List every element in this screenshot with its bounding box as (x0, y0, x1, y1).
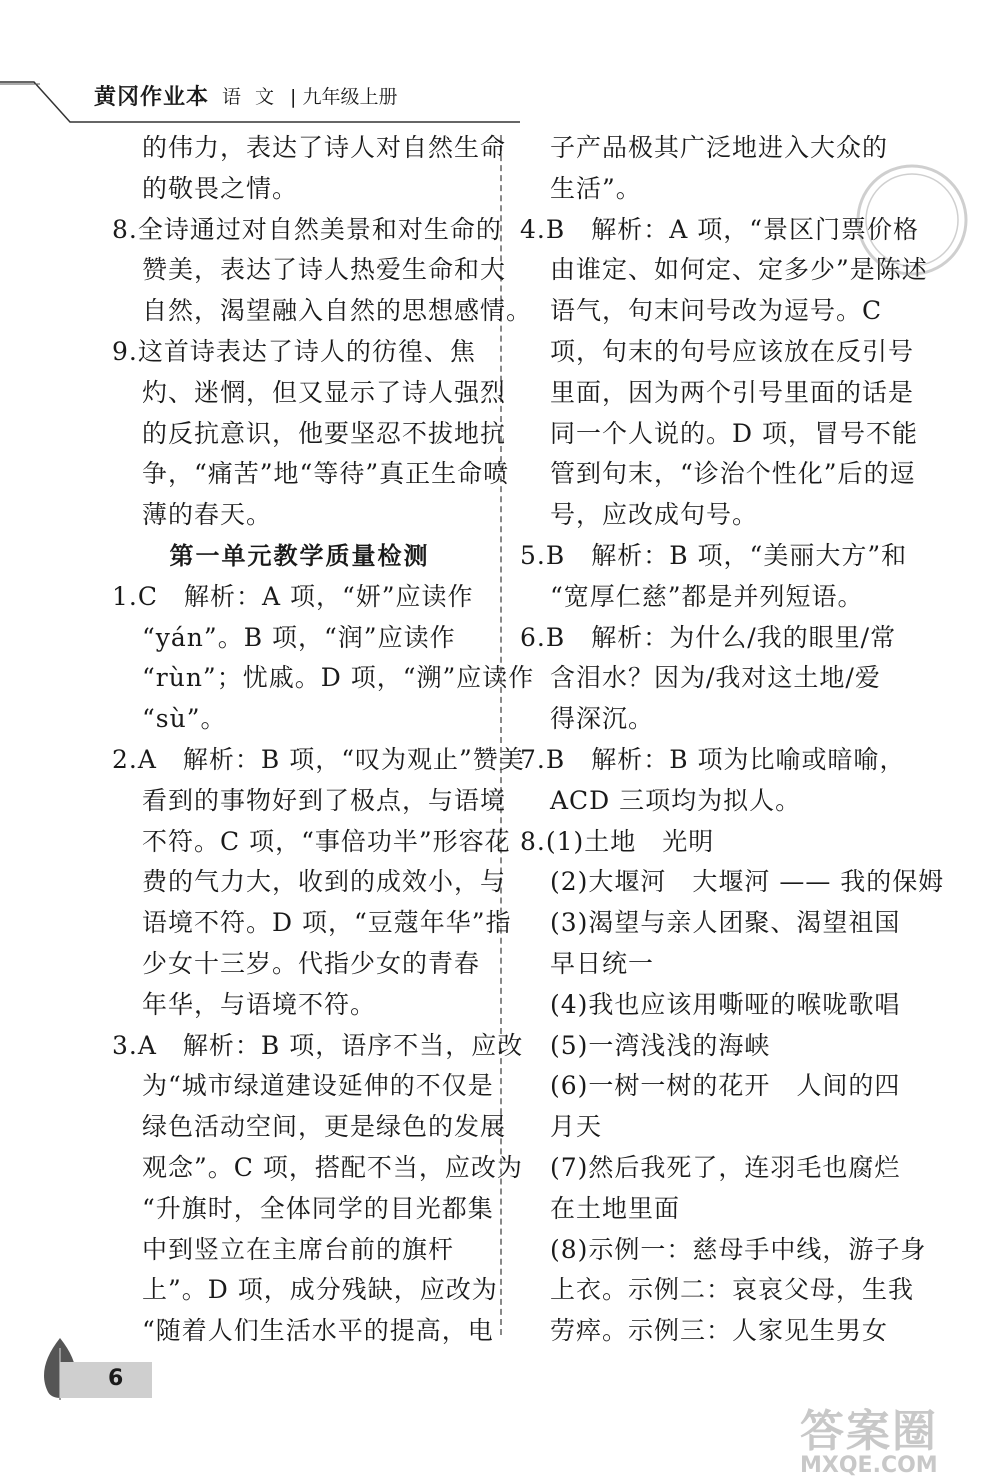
answer-line: 看到的事物好到了极点，与语境 (142, 785, 507, 815)
answer-line: (7)然后我死了，连羽毛也腐烂 (550, 1152, 901, 1182)
answer-line: (5)一湾浅浅的海峡 (550, 1030, 771, 1060)
answer-line: 争，“痛苦”地“等待”真正生命喷 (142, 459, 510, 489)
answer-line: 上衣。示例二：哀哀父母，生我 (550, 1275, 915, 1305)
answer-line: 上”。D 项，成分残缺，应改为 (142, 1275, 498, 1305)
answer-line: 为“城市绿道建设延伸的不仅是 (142, 1071, 494, 1101)
page-number-box (60, 1362, 152, 1398)
answer-line: (3)渴望与亲人团聚、渴望祖国 (550, 908, 901, 938)
answer-line: ACD 三项均为拟人。 (550, 785, 802, 815)
answer-line: 管到句末，“诊治个性化”后的逗 (550, 459, 916, 489)
answer-line: “rùn”；忧戚。D 项，“溯”应读作 (142, 663, 535, 693)
section-heading: 第一单元教学质量检测 (169, 541, 430, 570)
answer-line: (2)大堰河 大堰河 —— 我的保姆 (550, 867, 945, 897)
answer-line: 薄的春天。 (142, 500, 273, 530)
page-header (0, 70, 1000, 130)
answer-line: 得深沉。 (550, 704, 655, 734)
answer-line: 观念”。C 项，搭配不当，应改为 (142, 1152, 523, 1182)
site-watermark (800, 1395, 938, 1478)
answer-line: 中到竖立在主席台前的旗杆 (142, 1234, 455, 1264)
answer-line: 4.B 解析：A 项，“景区门票价格 (520, 214, 920, 244)
right-column (520, 128, 945, 1352)
answer-line: 自然，渴望融入自然的思想感情。 (142, 296, 533, 326)
answer-line: 劳瘁。示例三：人家见生男女 (550, 1316, 889, 1346)
answer-line: 早日统一 (550, 948, 655, 978)
answer-line: 少女十三岁。代指少女的青春 (142, 948, 481, 978)
answer-line: 的敬畏之情。 (142, 173, 299, 203)
grade-label: | 九年级上册 (290, 86, 398, 108)
book-title: 黄冈作业本 (94, 85, 210, 110)
answer-line: 月天 (550, 1112, 603, 1142)
answer-line: (6)一树一树的花开 人间的四 (550, 1071, 901, 1101)
answer-line: 1.C 解析：A 项，“妍”应读作 (112, 581, 474, 611)
answer-line: 项，句末的句号应该放在反引号 (550, 336, 915, 366)
answer-line: “sù”。 (142, 704, 227, 734)
answer-line: 含泪水？因为/我对这土地/爱 (550, 663, 881, 693)
answer-line: “yán”。B 项，“润”应读作 (142, 622, 456, 652)
answer-line: 费的气力大，收到的成效小，与 (142, 867, 507, 897)
answer-line: 由谁定、如何定、定多少”是陈述 (550, 255, 928, 285)
answer-line: 5.B 解析：B 项，“美丽大方”和 (520, 540, 908, 570)
answer-line: 3.A 解析：B 项，语序不当，应改 (112, 1030, 524, 1060)
answer-line: 8.全诗通过对自然美景和对生命的 (112, 214, 502, 244)
answer-line: 8.(1)土地 光明 (520, 826, 715, 856)
answer-line: 同一个人说的。D 项，冒号不能 (550, 418, 918, 448)
answer-line: (4)我也应该用嘶哑的喉咙歌唱 (550, 989, 901, 1019)
answer-line: 6.B 解析：为什么/我的眼里/常 (520, 622, 897, 652)
page-number: 6 (108, 1366, 124, 1391)
answer-line: 语气，句末问号改为逗号。C (550, 296, 883, 326)
answer-line: “宽厚仁慈”都是并列短语。 (550, 581, 864, 611)
site-watermark-logo: 答案圈 (800, 1406, 938, 1457)
answer-line: 生活”。 (550, 173, 642, 203)
answer-line: 的伟力，表达了诗人对自然生命 (142, 133, 507, 162)
stamp-watermark (852, 160, 972, 280)
answer-line: 赞美，表达了诗人热爱生命和大 (142, 255, 507, 285)
answer-line: 号，应改成句号。 (550, 500, 759, 530)
answer-line: 年华，与语境不符。 (142, 989, 377, 1019)
answer-line: 的反抗意识，他要坚忍不拔地抗 (142, 418, 507, 448)
answer-line: 9.这首诗表达了诗人的彷徨、焦 (112, 336, 476, 366)
answer-line: (8)示例一：慈母手中线，游子身 (550, 1234, 927, 1264)
answer-line: 灼、迷惘，但又显示了诗人强烈 (142, 377, 507, 407)
answer-line: 2.A 解析：B 项，“叹为观止”赞美 (112, 744, 525, 774)
answer-line: 绿色活动空间，更是绿色的发展 (142, 1112, 507, 1142)
site-watermark-url: MXQE.COM (800, 1453, 938, 1478)
answer-line: 语境不符。D 项，“豆蔻年华”指 (142, 908, 512, 938)
answer-line: 7.B 解析：B 项为比喻或暗喻， (520, 744, 906, 774)
answer-line: “随着人们生活水平的提高，电 (142, 1316, 494, 1346)
answer-line: 不符。C 项，“事倍功半”形容花 (142, 826, 511, 856)
answer-line: 里面，因为两个引号里面的话是 (550, 377, 915, 407)
answer-line: 在土地里面 (550, 1193, 681, 1223)
answer-line: 子产品极其广泛地进入大众的 (550, 133, 889, 162)
answer-line: “升旗时，全体同学的目光都集 (142, 1193, 494, 1223)
left-column (112, 128, 535, 1352)
subject-label: 语 文 (222, 86, 279, 108)
